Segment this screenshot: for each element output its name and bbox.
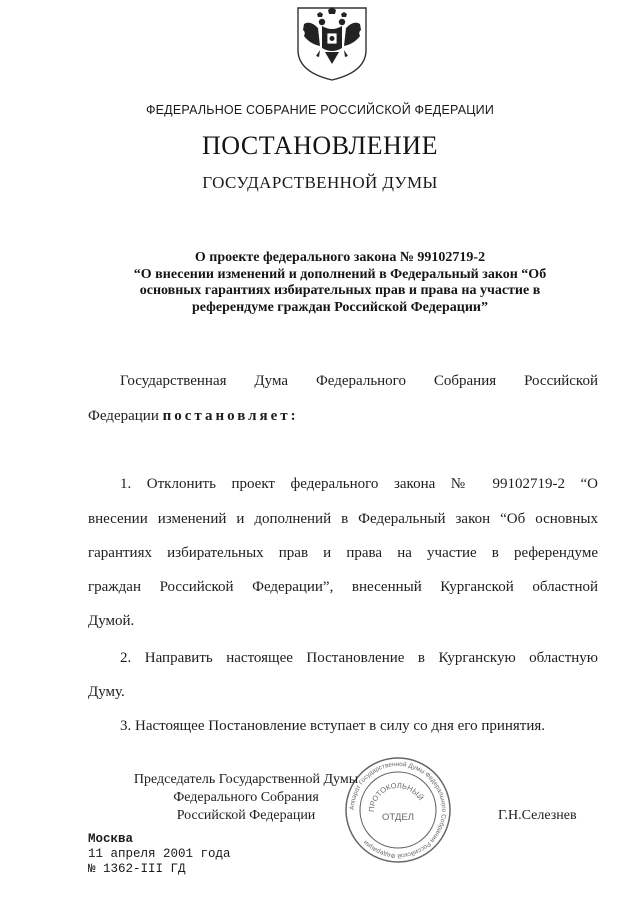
- preamble-line: [88, 408, 299, 425]
- assembly-name: ФЕДЕРАЛЬНОЕ СОБРАНИЕ РОССИЙСКОЙ ФЕДЕРАЦИИ: [145, 103, 495, 117]
- item-1-line: граждан Российской Федерации”, внесенный Курганской областной: [88, 579, 598, 595]
- subject-line: “О внесении изменений и дополнений в Федеральный закон “Об: [133, 266, 547, 282]
- item-3-line: 3. Настоящее Постановление вступает в силу со дня его принятия.: [120, 718, 546, 734]
- signatory-title-line: Председатель Государственной Думы: [133, 772, 359, 787]
- stamp-center-text: ОТДЕЛ: [382, 812, 414, 823]
- place: Москва: [88, 832, 134, 846]
- state-emblem-icon: [292, 2, 372, 82]
- item-1-line: 1. Отклонить проект федерального закона № 99102719-2 “О: [120, 476, 598, 492]
- subject-line: основных гарантиях избирательных прав и права на участие в: [139, 283, 541, 298]
- resolution-subject: [110, 250, 570, 316]
- subject-line: О проекте федерального закона № 99102719-2: [194, 250, 486, 265]
- stamp-outer-text: Аппарат Государственной Думы Федерального Собрания Российской Федерации: [348, 760, 448, 860]
- date: 11 апреля 2001 года: [88, 847, 231, 861]
- signatory-title-line: Федерального Собрания: [173, 790, 319, 805]
- signature-block: [116, 771, 376, 825]
- preamble-line: Государственная Дума Федерального Собрания Российской: [120, 373, 598, 389]
- item-2-line: 2. Направить настоящее Постановление в Курганскую областную: [120, 650, 598, 666]
- item-1-line: гарантиях избирательных прав и права на участие в референдуме: [88, 545, 598, 561]
- item-1-line: Думой.: [88, 613, 135, 629]
- preamble-prefix: Федерации: [88, 408, 159, 424]
- signatory-title-line: Российской Федерации: [176, 808, 316, 823]
- item-1-line: внесении изменений и дополнений в Федеральный закон “Об основных: [88, 511, 598, 527]
- preamble-decree-word: постановляет:: [162, 408, 299, 424]
- document-subtitle: ГОСУДАРСТВЕННОЙ ДУМЫ: [202, 173, 438, 192]
- signatory-name: Г.Н.Селезнев: [498, 808, 577, 823]
- document-number: № 1362-III ГД: [88, 862, 186, 876]
- stamp-inner-text: ПРОТОКОЛЬНЫЙ: [366, 780, 426, 813]
- subject-line: референдуме граждан Российской Федерации”: [192, 299, 488, 315]
- item-2-line: Думу.: [88, 684, 125, 700]
- document-footer: [88, 832, 231, 877]
- document-title: ПОСТАНОВЛЕНИЕ: [202, 131, 438, 160]
